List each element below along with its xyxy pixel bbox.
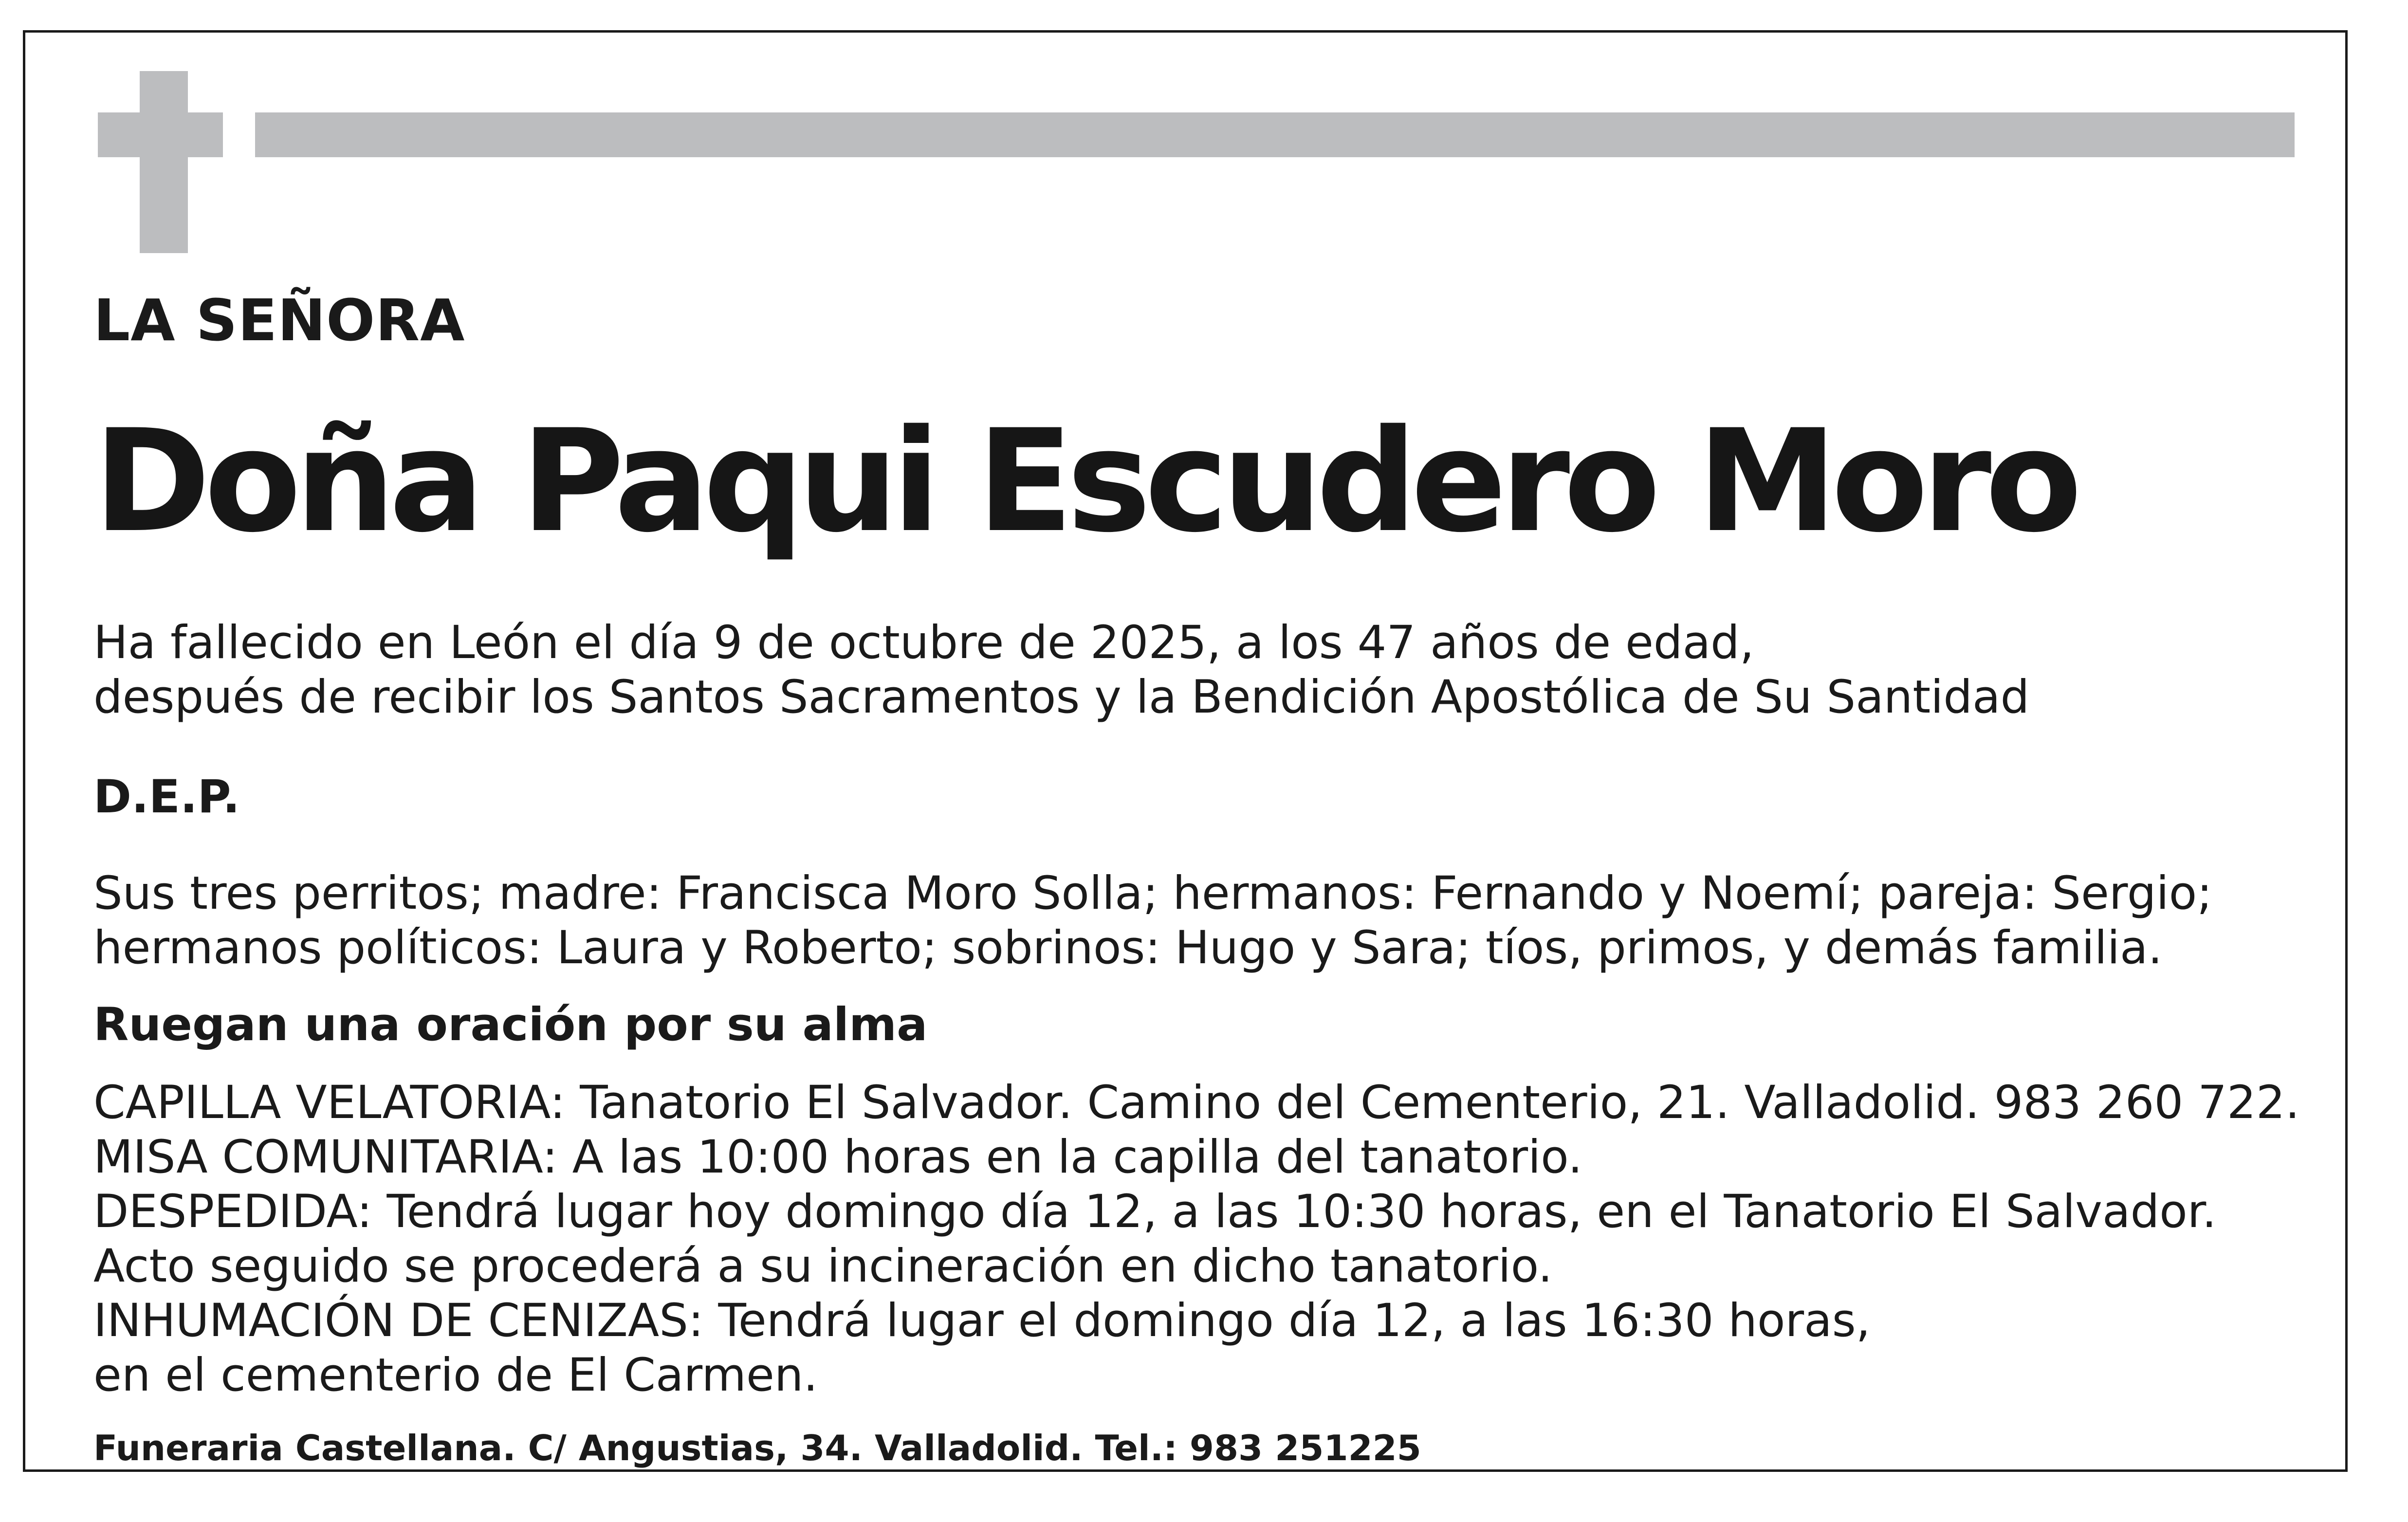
service-line: DESPEDIDA: Tendrá lugar hoy domingo día 12, a las 10:30 horas, en el Tanatorio El Salvador. [93,1185,2217,1238]
cross-icon [140,71,188,253]
announcement-line: Ha fallecido en León el día 9 de octubre de 2025, a los 47 años de edad, [93,616,1754,669]
death-announcement [93,616,2029,725]
deceased-name: Doña Paqui Escudero Moro [93,400,2076,564]
prayer-request: Ruegan una oración por su alma [93,998,928,1051]
funeral-home-footer: Funeraria Castellana. C/ Angustias, 34. Valladolid. Tel.: 983 251225 [93,1428,1421,1468]
dep-label: D.E.P. [93,770,240,824]
service-line: en el cementerio de El Carmen. [93,1349,818,1402]
services-details [93,1076,2300,1403]
service-line: INHUMACIÓN DE CENIZAS: Tendrá lugar el domingo día 12, a las 16:30 horas, [93,1294,1871,1347]
service-line: Acto seguido se procederá a su incineración en dicho tanatorio. [93,1240,1553,1293]
header-rule [255,112,2295,157]
family-line: hermanos políticos: Laura y Roberto; sobrinos: Hugo y Sara; tíos, primos, y demás familia. [93,921,2163,974]
family-list [93,866,2212,975]
family-line: Sus tres perritos; madre: Francisca Moro Solla; hermanos: Fernando y Noemí; pareja: Sergio; [93,867,2212,920]
service-line: CAPILLA VELATORIA: Tanatorio El Salvador. Camino del Cementerio, 21. Valladolid. 983 260 722. [93,1076,2300,1129]
service-line: MISA COMUNITARIA: A las 10:00 horas en la capilla del tanatorio. [93,1131,1583,1184]
announcement-line: después de recibir los Santos Sacramentos y la Bendición Apostólica de Su Santidad [93,671,2030,724]
honorific: LA SEÑORA [93,287,465,354]
cross-icon-arm [98,112,223,157]
